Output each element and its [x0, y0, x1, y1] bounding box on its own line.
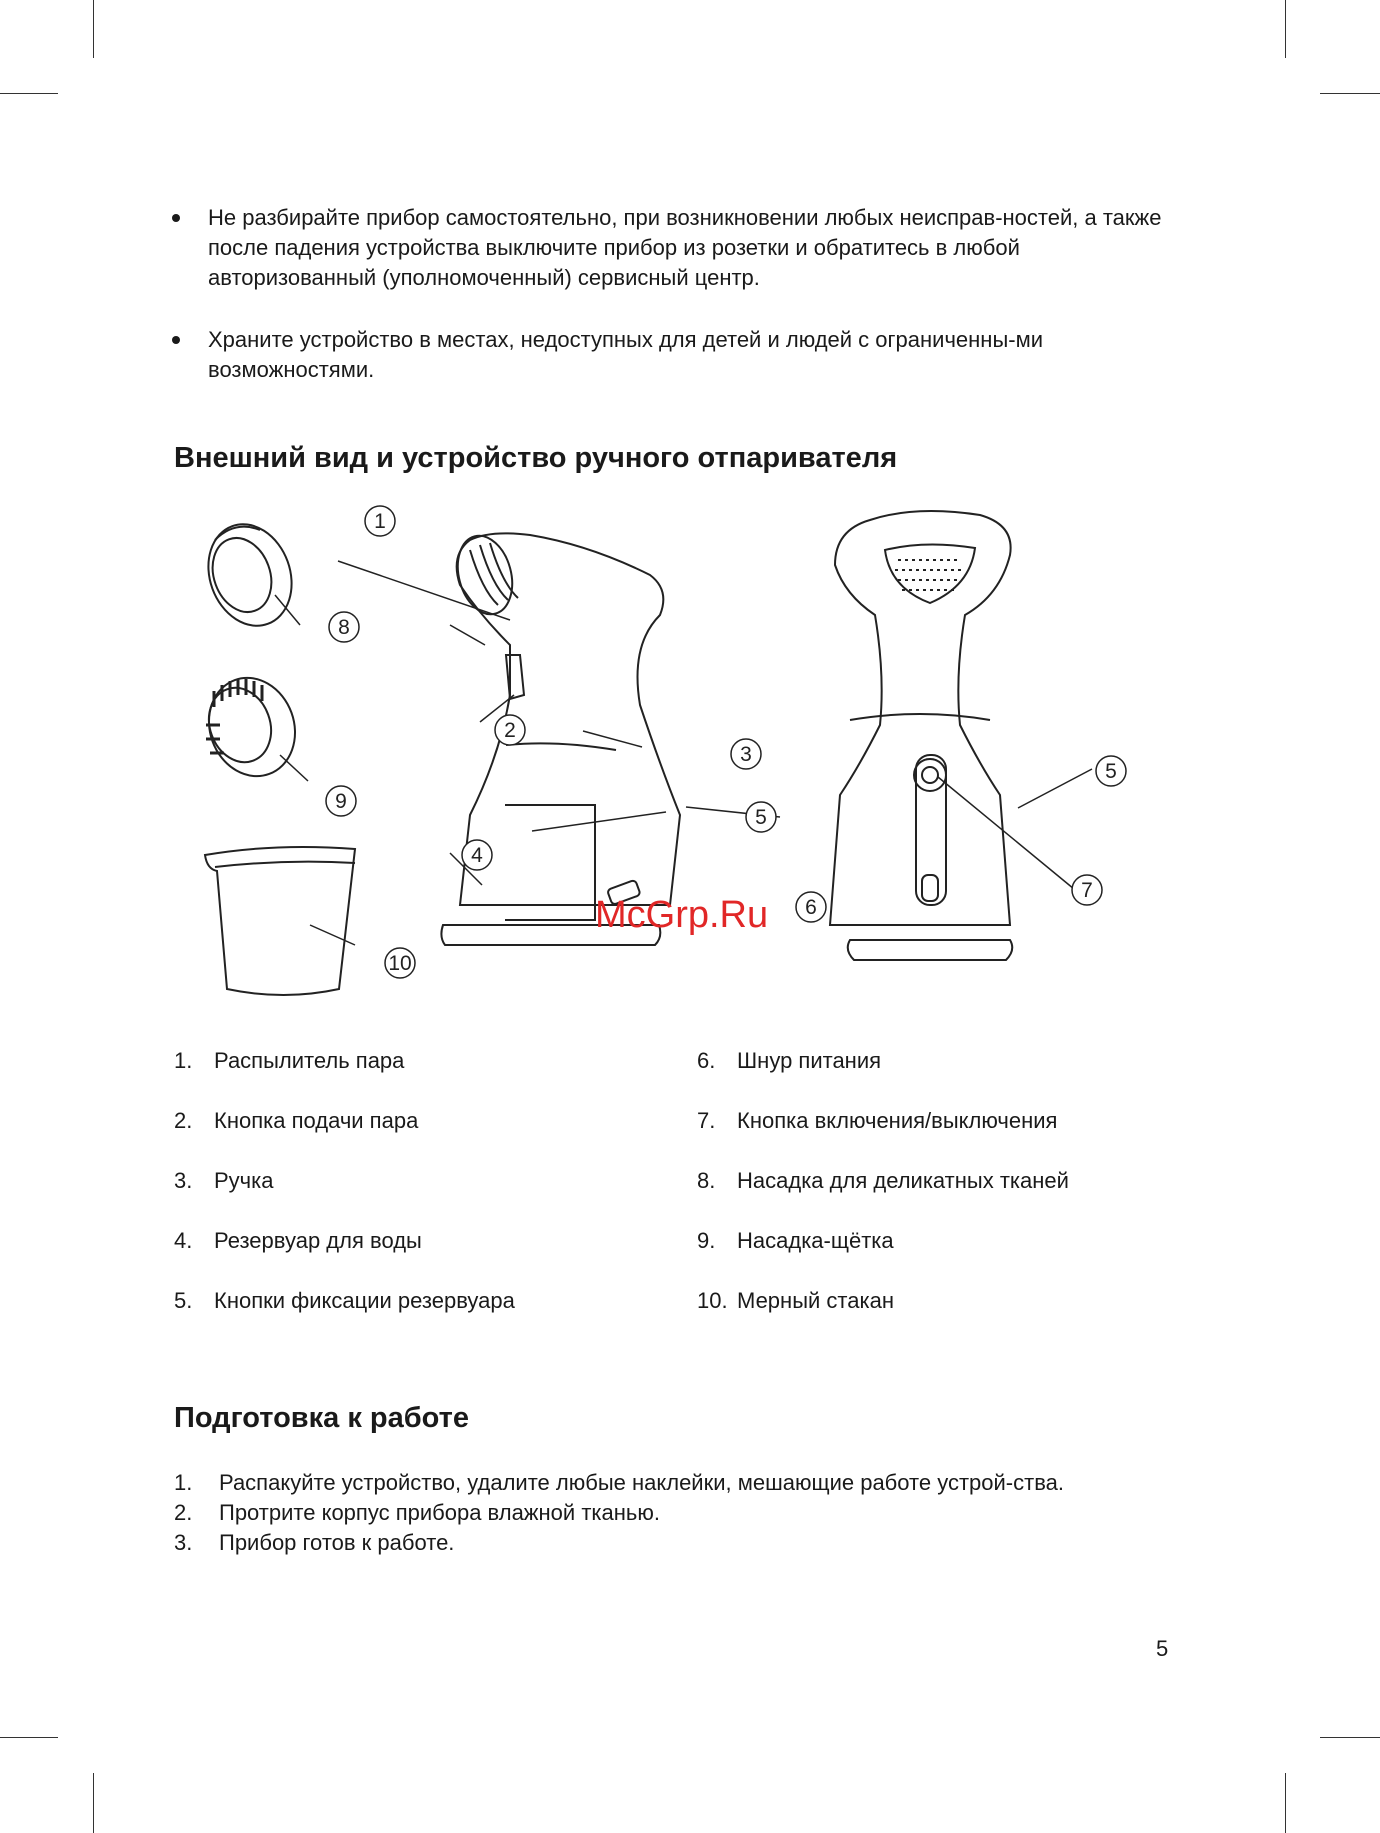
part-number: 5. [174, 1288, 193, 1313]
part-item [174, 1228, 422, 1254]
callout-label: 4 [471, 844, 483, 867]
step-number: 2. [174, 1500, 193, 1525]
callout-4 [462, 840, 492, 870]
safety-bullets [172, 203, 1182, 417]
callout-label: 1 [374, 510, 386, 533]
bullet-dot [172, 214, 180, 222]
callout-5-front [1096, 756, 1126, 786]
part-label: Насадка для деликатных тканей [737, 1168, 1069, 1193]
callout-8 [329, 612, 359, 642]
part-item [697, 1228, 894, 1254]
part-label: Ручка [214, 1168, 274, 1193]
part-number: 10. [697, 1288, 728, 1313]
callout-label: 2 [504, 719, 516, 742]
crop-mark [1285, 1773, 1286, 1833]
section-title-appearance: Внешний вид и устройство ручного отпаривателя [174, 442, 898, 474]
callout-label: 9 [335, 790, 347, 813]
part-item [174, 1048, 404, 1074]
part-label: Распылитель пара [214, 1048, 405, 1073]
part-item [697, 1168, 1069, 1194]
callout-7 [1072, 875, 1102, 905]
part-number: 1. [174, 1048, 193, 1073]
callout-2 [495, 715, 525, 745]
part-label: Резервуар для воды [214, 1228, 422, 1253]
crop-mark [1320, 1737, 1380, 1738]
callout-label: 3 [740, 743, 752, 766]
crop-mark [0, 93, 58, 94]
crop-mark [1320, 93, 1380, 94]
step-text: Прибор готов к работе. [219, 1530, 455, 1555]
leader-line-9 [280, 755, 308, 781]
bullet-text: Не разбирайте прибор самостоятельно, при возникновении любых неисправ-ностей, а также после падения устройства выключите прибор из розетки и обратитесь в любой авторизованный (уполномоченный) сервисный центр. [208, 205, 1162, 290]
part-item [697, 1288, 894, 1314]
part-label: Кнопка включения/выключения [737, 1108, 1058, 1133]
step-text: Протрите корпус прибора влажной тканью. [219, 1500, 660, 1525]
measuring-cup-drawing [205, 847, 355, 995]
leader-line-1 [338, 561, 510, 620]
leader-line-3 [583, 731, 642, 747]
steamer-front-view-drawing [830, 511, 1012, 960]
step-item [174, 1498, 1174, 1528]
callout-1 [365, 506, 395, 536]
part-number: 2. [174, 1108, 193, 1133]
bullet-item [172, 203, 1182, 293]
leader-line-5c [1018, 769, 1092, 808]
step-number: 3. [174, 1530, 193, 1555]
callout-label: 6 [805, 896, 817, 919]
part-number: 8. [697, 1168, 716, 1193]
steamer-illustration [180, 495, 1180, 1015]
section-title-preparation: Подготовка к работе [174, 1402, 469, 1434]
leader-line-8 [275, 595, 300, 625]
crop-mark [93, 0, 94, 58]
callout-label: 5 [755, 806, 767, 829]
callout-label: 10 [388, 952, 412, 975]
leader-line-1b [450, 625, 485, 645]
bullet-item [172, 325, 1182, 385]
steamer-side-view-drawing [441, 530, 680, 945]
part-number: 3. [174, 1168, 193, 1193]
part-number: 9. [697, 1228, 716, 1253]
step-number: 1. [174, 1470, 193, 1495]
brush-nozzle-drawing [195, 666, 308, 789]
page-number: 5 [1156, 1636, 1169, 1661]
part-item [174, 1288, 515, 1314]
part-label: Насадка-щётка [737, 1228, 894, 1253]
step-item [174, 1528, 1174, 1558]
crop-mark [1285, 0, 1286, 58]
callout-label: 8 [338, 616, 350, 639]
bullet-text: Храните устройство в местах, недоступных для детей и людей с ограниченны-ми возможностями. [208, 327, 1044, 382]
preparation-steps [174, 1468, 1174, 1558]
part-number: 7. [697, 1108, 716, 1133]
part-item [697, 1048, 881, 1074]
step-item [174, 1468, 1174, 1498]
part-item [174, 1168, 273, 1194]
part-label: Кнопки фиксации резервуара [214, 1288, 515, 1313]
callout-label: 7 [1081, 879, 1093, 902]
delicate-nozzle-drawing [195, 512, 306, 637]
step-text: Распакуйте устройство, удалите любые наклейки, мешающие работе устрой-ства. [219, 1470, 1064, 1495]
callout-10 [385, 948, 415, 978]
callout-6 [796, 892, 826, 922]
part-item [697, 1108, 1057, 1134]
part-number: 4. [174, 1228, 193, 1253]
part-number: 6. [697, 1048, 716, 1073]
callout-3 [731, 739, 761, 769]
part-item [174, 1108, 418, 1134]
crop-mark [93, 1773, 94, 1833]
leader-line-5a [532, 812, 666, 831]
leader-line-10 [310, 925, 355, 945]
crop-mark [0, 1737, 58, 1738]
callout-label: 5 [1105, 760, 1117, 783]
part-label: Мерный стакан [737, 1288, 894, 1313]
callout-5 [746, 802, 776, 832]
watermark: McGrp.Ru [595, 894, 769, 936]
part-label: Шнур питания [737, 1048, 882, 1073]
part-label: Кнопка подачи пара [214, 1108, 419, 1133]
callout-9 [326, 786, 356, 816]
bullet-dot [172, 336, 180, 344]
